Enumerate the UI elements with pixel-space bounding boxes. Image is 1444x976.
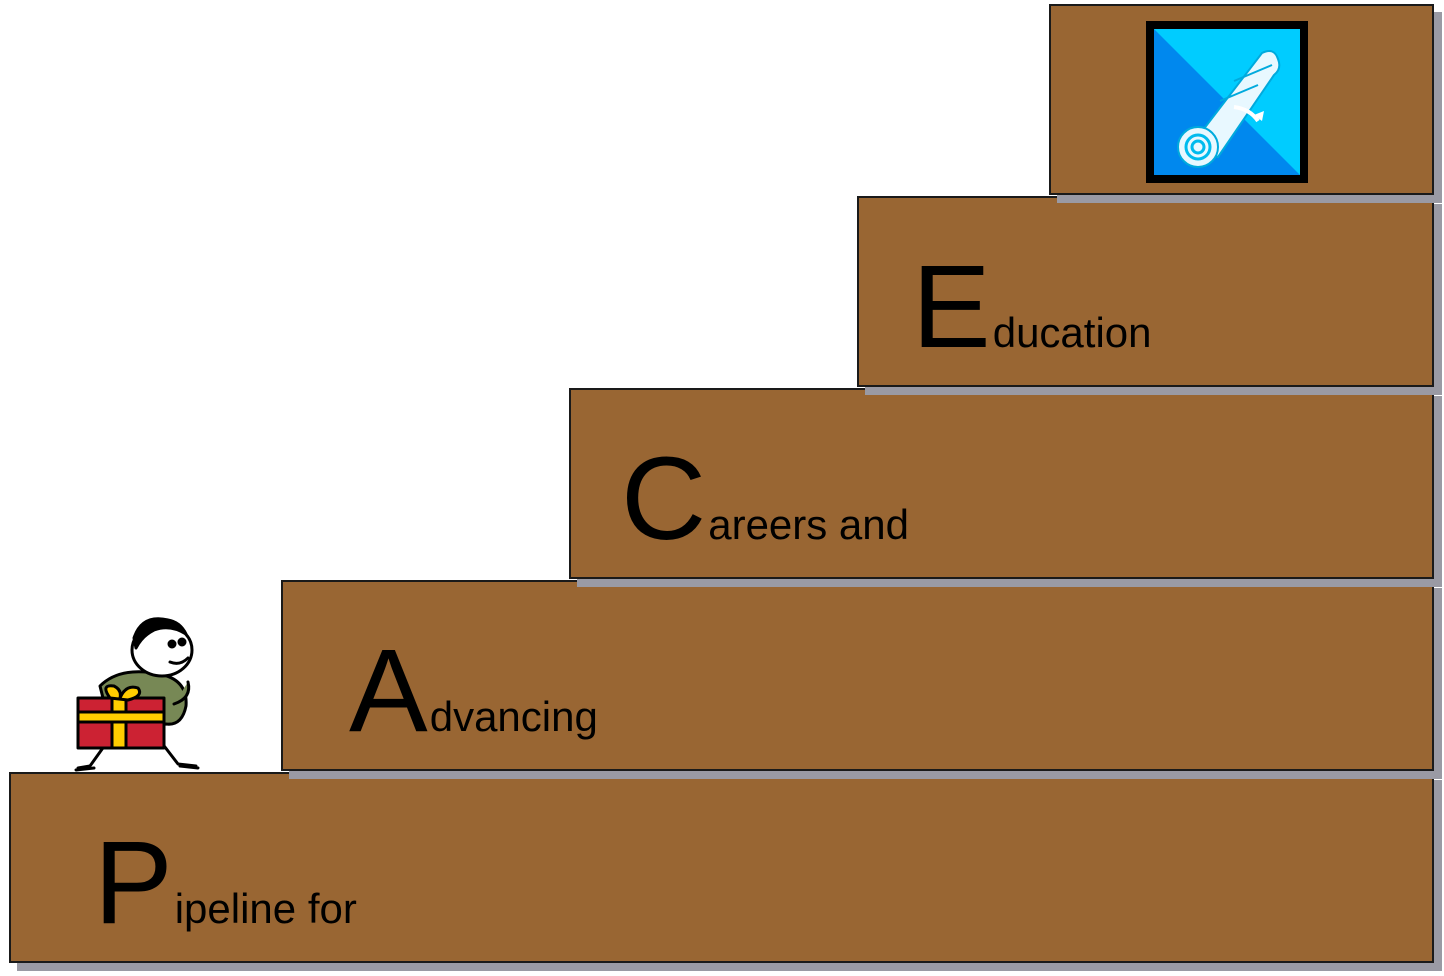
step-initial-p: P — [94, 817, 173, 949]
diploma-scroll-icon — [1146, 21, 1308, 183]
step-label-education — [912, 241, 1152, 373]
step-education — [857, 196, 1434, 387]
step-advancing — [281, 580, 1434, 771]
step-top — [1049, 4, 1434, 195]
step-text-pipeline: ipeline for — [174, 885, 357, 932]
step-pipeline — [9, 772, 1434, 963]
step-text-careers: areers and — [708, 501, 910, 548]
step-initial-e: E — [912, 241, 991, 373]
step-careers — [569, 388, 1434, 579]
step-label-pipeline — [94, 817, 357, 949]
step-text-advancing: dvancing — [429, 693, 598, 740]
diploma-scroll-icon-graphic — [1154, 29, 1300, 175]
step-label-advancing — [349, 625, 598, 757]
step-initial-a: A — [349, 625, 428, 757]
step-text-education: ducation — [992, 309, 1152, 356]
step-initial-c: C — [621, 433, 707, 565]
person-carrying-gift-icon — [70, 608, 205, 773]
step-label-careers — [621, 433, 910, 565]
